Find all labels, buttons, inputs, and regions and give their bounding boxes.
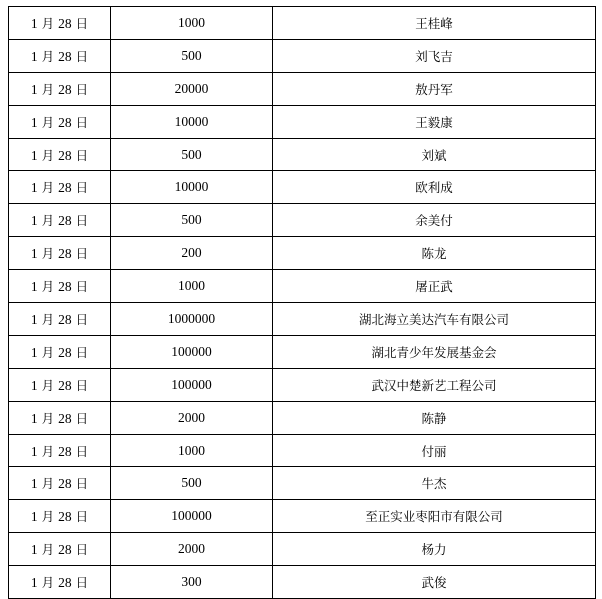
donor-name-cell: 至正实业枣阳市有限公司 xyxy=(273,500,596,533)
donor-name-cell: 刘斌 xyxy=(273,138,596,171)
donor-name-cell: 武俊 xyxy=(273,566,596,599)
amount-cell: 100000 xyxy=(111,500,273,533)
donor-name-cell: 敖丹军 xyxy=(273,72,596,105)
donor-name-cell: 杨力 xyxy=(273,533,596,566)
donor-name-cell: 王桂峰 xyxy=(273,7,596,40)
donor-name-cell: 余美付 xyxy=(273,204,596,237)
donor-name-cell: 湖北青少年发展基金会 xyxy=(273,335,596,368)
table-row xyxy=(9,566,596,599)
date-cell: 1 月 28 日 xyxy=(9,270,111,303)
amount-cell: 200 xyxy=(111,237,273,270)
date-cell: 1 月 28 日 xyxy=(9,303,111,336)
date-cell: 1 月 28 日 xyxy=(9,171,111,204)
amount-cell: 2000 xyxy=(111,533,273,566)
amount-cell: 10000 xyxy=(111,105,273,138)
donation-table xyxy=(8,6,596,599)
date-cell: 1 月 28 日 xyxy=(9,368,111,401)
donor-name-cell: 陈静 xyxy=(273,401,596,434)
amount-cell: 500 xyxy=(111,467,273,500)
table-row xyxy=(9,434,596,467)
donor-name-cell: 陈龙 xyxy=(273,237,596,270)
date-cell: 1 月 28 日 xyxy=(9,533,111,566)
table-row xyxy=(9,171,596,204)
date-cell: 1 月 28 日 xyxy=(9,39,111,72)
amount-cell: 100000 xyxy=(111,335,273,368)
amount-cell: 10000 xyxy=(111,171,273,204)
donor-name-cell: 付丽 xyxy=(273,434,596,467)
date-cell: 1 月 28 日 xyxy=(9,72,111,105)
date-cell: 1 月 28 日 xyxy=(9,204,111,237)
table-row xyxy=(9,39,596,72)
donor-name-cell: 武汉中楚新艺工程公司 xyxy=(273,368,596,401)
table-row xyxy=(9,303,596,336)
table-row xyxy=(9,204,596,237)
date-cell: 1 月 28 日 xyxy=(9,401,111,434)
amount-cell: 500 xyxy=(111,138,273,171)
table-row xyxy=(9,105,596,138)
date-cell: 1 月 28 日 xyxy=(9,138,111,171)
table-row xyxy=(9,7,596,40)
amount-cell: 500 xyxy=(111,204,273,237)
table-row xyxy=(9,533,596,566)
amount-cell: 1000 xyxy=(111,270,273,303)
amount-cell: 500 xyxy=(111,39,273,72)
donor-name-cell: 王毅康 xyxy=(273,105,596,138)
amount-cell: 300 xyxy=(111,566,273,599)
date-cell: 1 月 28 日 xyxy=(9,7,111,40)
amount-cell: 20000 xyxy=(111,72,273,105)
date-cell: 1 月 28 日 xyxy=(9,500,111,533)
date-cell: 1 月 28 日 xyxy=(9,566,111,599)
donation-table-body xyxy=(9,7,596,599)
date-cell: 1 月 28 日 xyxy=(9,467,111,500)
table-row xyxy=(9,72,596,105)
date-cell: 1 月 28 日 xyxy=(9,105,111,138)
table-row xyxy=(9,335,596,368)
donor-name-cell: 刘飞吉 xyxy=(273,39,596,72)
donor-name-cell: 牛杰 xyxy=(273,467,596,500)
table-row xyxy=(9,500,596,533)
donor-name-cell: 欧利成 xyxy=(273,171,596,204)
amount-cell: 2000 xyxy=(111,401,273,434)
table-row xyxy=(9,368,596,401)
date-cell: 1 月 28 日 xyxy=(9,335,111,368)
table-row xyxy=(9,237,596,270)
donor-name-cell: 湖北海立美达汽车有限公司 xyxy=(273,303,596,336)
amount-cell: 1000000 xyxy=(111,303,273,336)
table-row xyxy=(9,467,596,500)
table-row xyxy=(9,138,596,171)
table-row xyxy=(9,270,596,303)
amount-cell: 100000 xyxy=(111,368,273,401)
donor-name-cell: 屠正武 xyxy=(273,270,596,303)
amount-cell: 1000 xyxy=(111,7,273,40)
date-cell: 1 月 28 日 xyxy=(9,434,111,467)
date-cell: 1 月 28 日 xyxy=(9,237,111,270)
table-row xyxy=(9,401,596,434)
amount-cell: 1000 xyxy=(111,434,273,467)
